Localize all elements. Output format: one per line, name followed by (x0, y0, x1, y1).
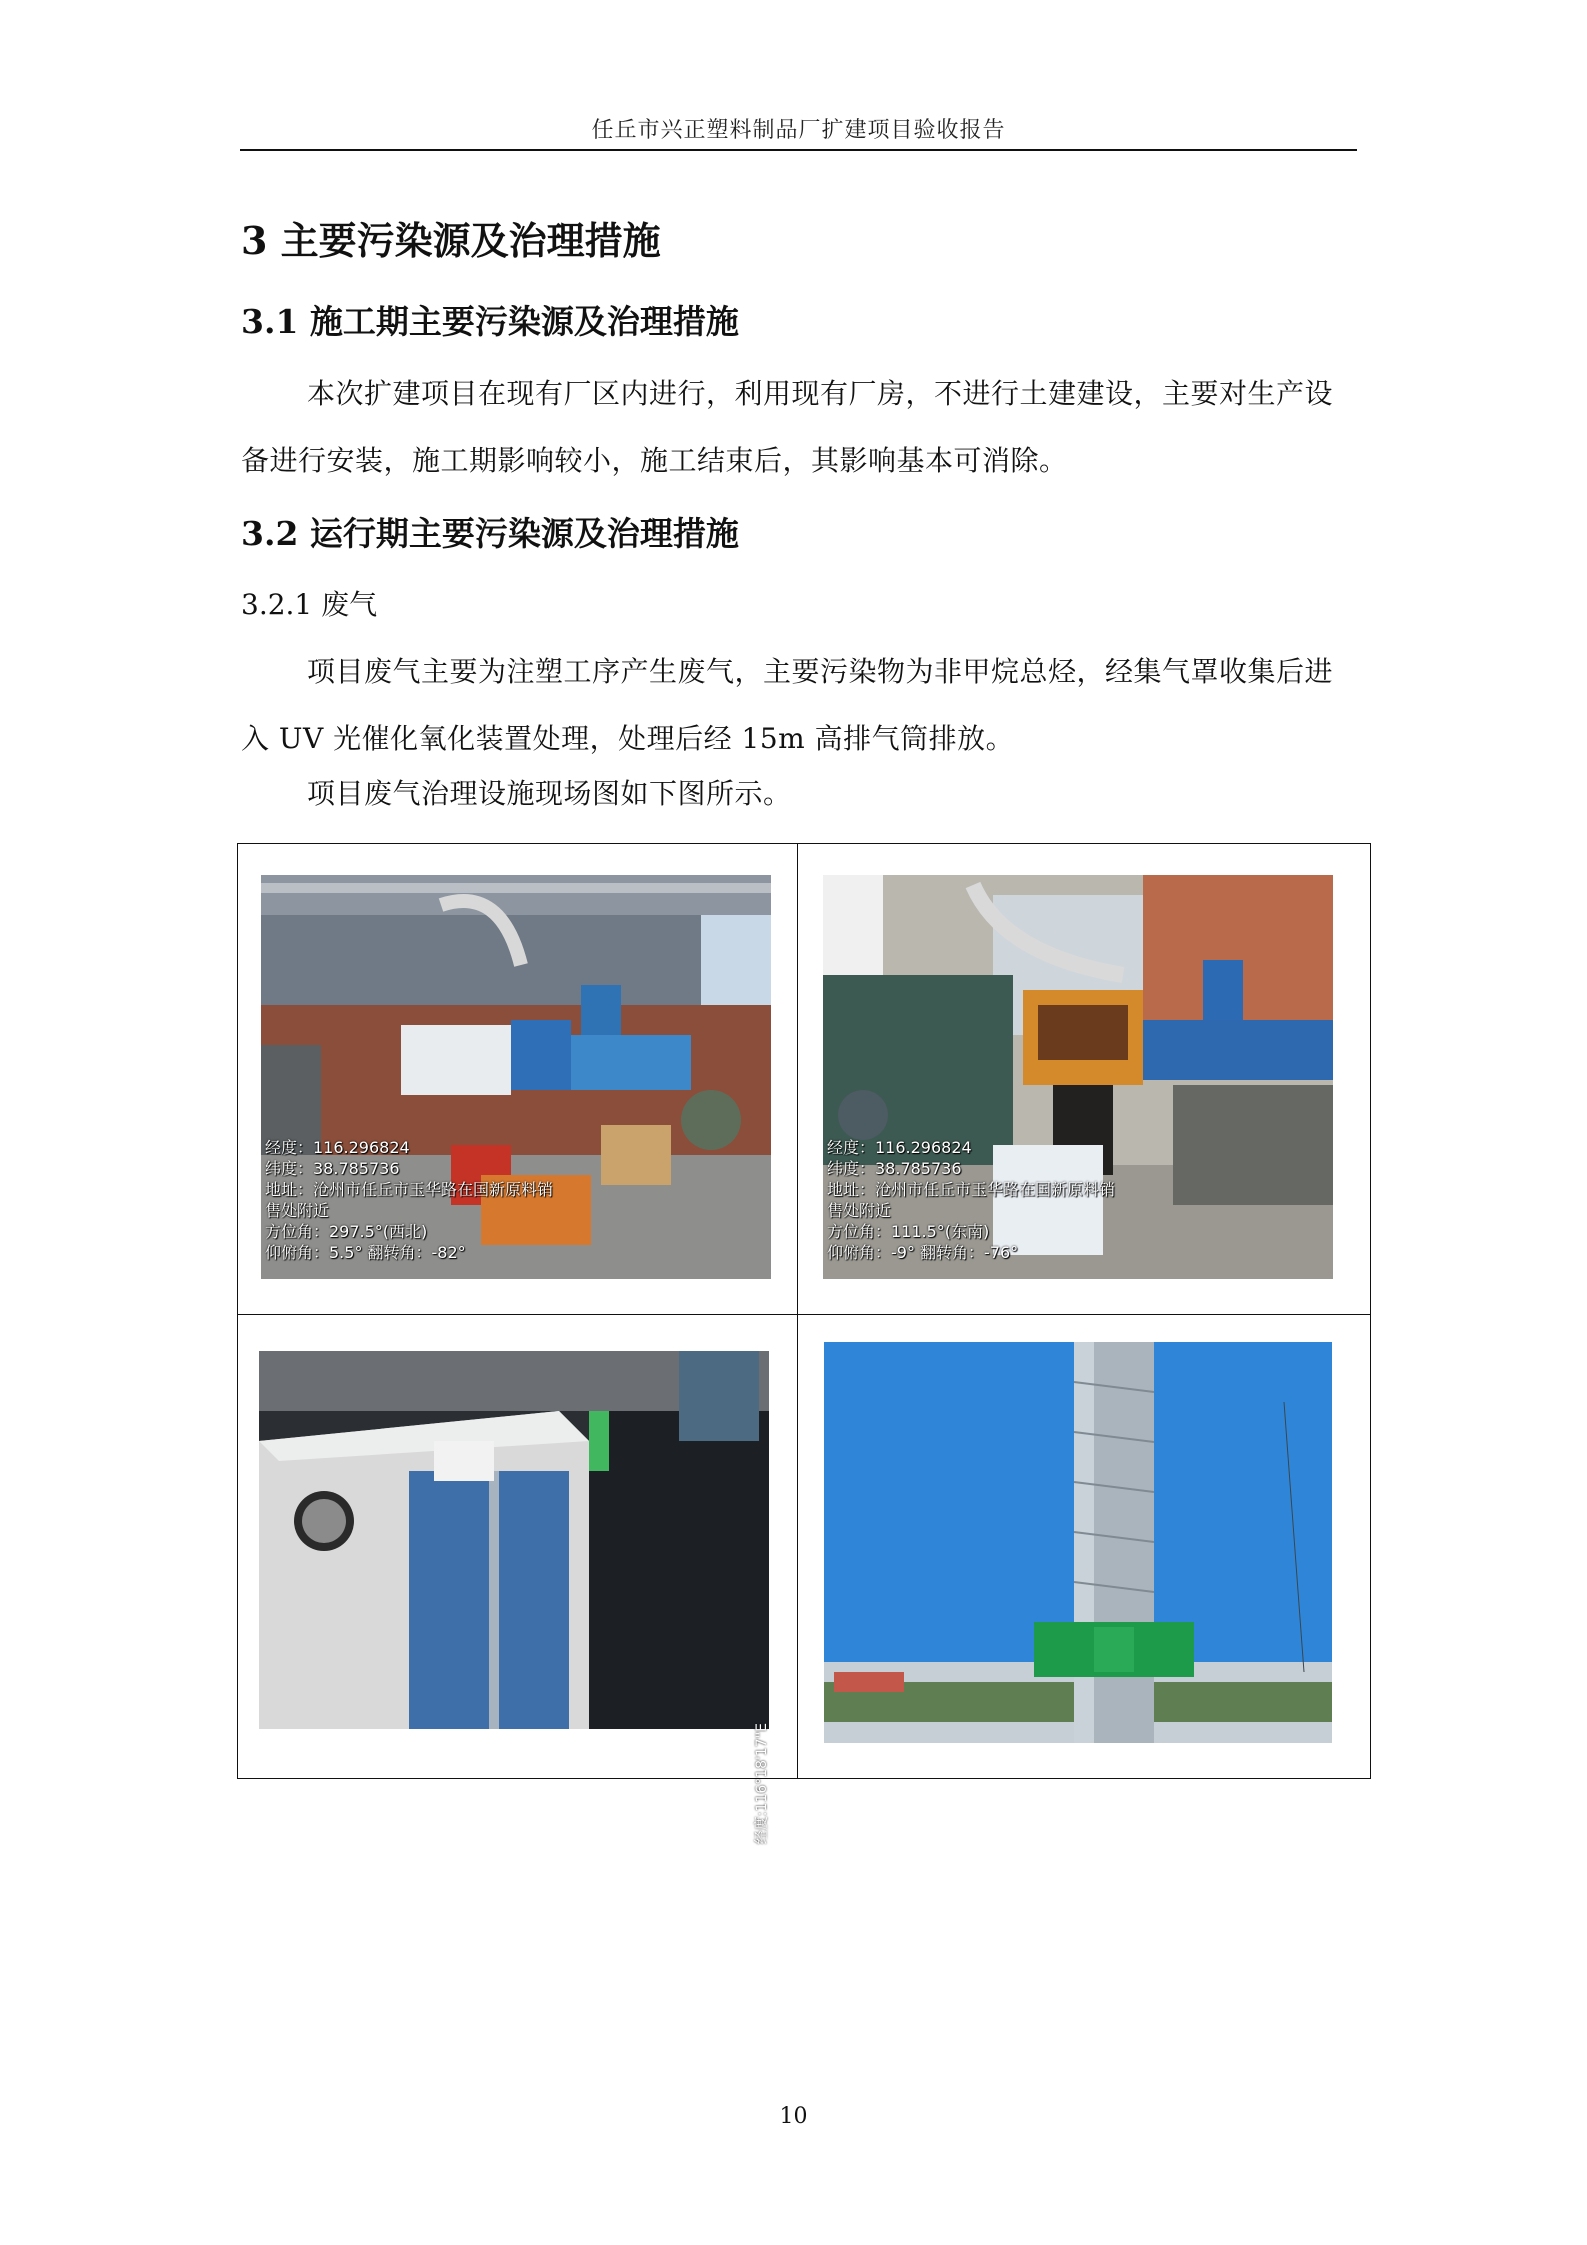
overlay-line: 地址：沧州市任丘市玉华路在国新原料销 (265, 1180, 554, 1199)
gps-overlay-2 (827, 1137, 1115, 1263)
section-heading-3-2-1: 3.2.1 废气 (241, 588, 378, 621)
overlay-line: 仰俯角：-9° 翻转角：-76° (827, 1243, 1019, 1262)
section-heading-3: 3 主要污染源及治理措施 (241, 218, 661, 263)
overlay-line: 仰俯角：5.5° 翻转角：-82° (265, 1243, 466, 1262)
photo-exhaust-stack (824, 1342, 1332, 1743)
section-heading-3-1: 3.1 施工期主要污染源及治理措施 (241, 302, 739, 341)
running-header: 任丘市兴正塑料制品厂扩建项目验收报告 (591, 118, 1006, 143)
page-number: 10 (779, 2104, 808, 2129)
overlay-line: 纬度：38.785736 (827, 1159, 962, 1178)
overlay-line: 纬度：38.785736 (265, 1159, 400, 1178)
overlay-line: 经度：116.296824 (265, 1138, 410, 1157)
paragraph-construction: 本次扩建项目在现有厂区内进行，利用现有厂房，不进行土建建设，主要对生产设备进行安装，施工期影响较小，施工结束后，其影响基本可消除。 (241, 377, 1334, 477)
section-heading-3-2: 3.2 运行期主要污染源及治理措施 (241, 514, 739, 553)
coordinate-watermark: 经度:116°18'17"E (754, 1723, 770, 1845)
overlay-line: 地址：沧州市任丘市玉华路在国新原料销 (827, 1180, 1116, 1199)
overlay-line: 方位角：111.5°(东南) (827, 1222, 990, 1241)
photo-workshop-2 (823, 875, 1333, 1279)
photo-uv-unit (259, 1351, 770, 1845)
photo-workshop-1 (261, 875, 771, 1279)
overlay-line: 售处附近 (827, 1201, 892, 1220)
table-divider-horizontal (238, 1314, 1370, 1315)
photo-table (237, 843, 1371, 1845)
paragraph-photos-intro: 项目废气治理设施现场图如下图所示。 (307, 777, 792, 810)
overlay-line: 方位角：297.5°(西北) (265, 1222, 428, 1241)
paragraph-waste-gas: 项目废气主要为注塑工序产生废气，主要污染物为非甲烷总烃，经集气罩收集后进入 UV 光催化氧化装置处理，处理后经 15m 高排气筒排放。 (241, 655, 1334, 755)
table-divider-vertical (797, 844, 798, 1778)
header-rule (240, 149, 1357, 151)
overlay-line: 经度：116.296824 (827, 1138, 972, 1157)
gps-overlay-1 (265, 1137, 553, 1263)
overlay-line: 售处附近 (265, 1201, 330, 1220)
